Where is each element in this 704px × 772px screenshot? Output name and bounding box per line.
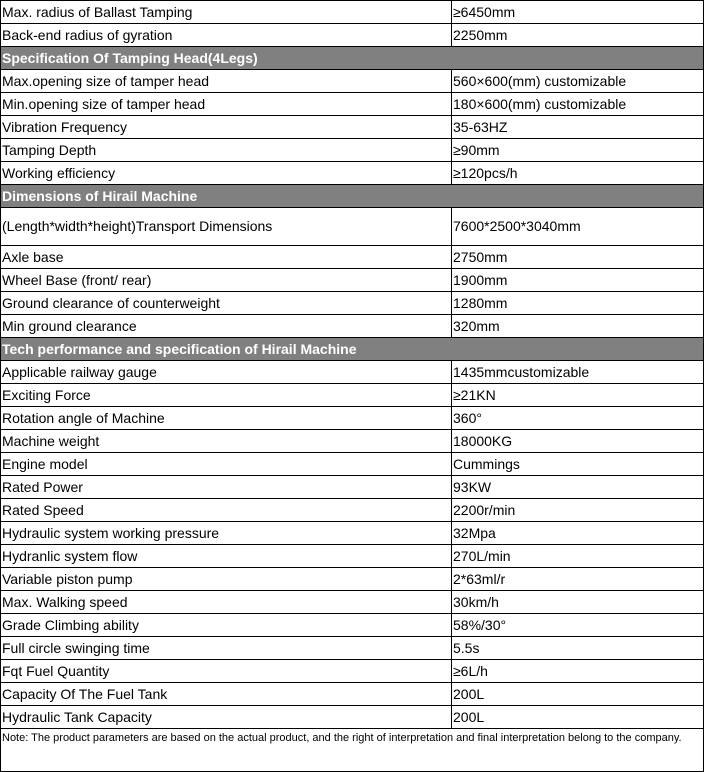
spec-label: Rotation angle of Machine bbox=[1, 407, 452, 430]
spec-value: 1280mm bbox=[452, 292, 704, 315]
spec-row bbox=[1, 116, 704, 139]
spec-label: Grade Climbing ability bbox=[1, 614, 452, 637]
spec-label: Hydraulic Tank Capacity bbox=[1, 706, 452, 729]
note-row bbox=[1, 729, 704, 772]
spec-row bbox=[1, 591, 704, 614]
spec-label: Exciting Force bbox=[1, 384, 452, 407]
spec-row bbox=[1, 660, 704, 683]
spec-row bbox=[1, 269, 704, 292]
spec-label: Applicable railway gauge bbox=[1, 361, 452, 384]
spec-label: Engine model bbox=[1, 453, 452, 476]
spec-label: Hydraulic system working pressure bbox=[1, 522, 452, 545]
spec-row bbox=[1, 453, 704, 476]
spec-row bbox=[1, 614, 704, 637]
spec-value: 560×600(mm) customizable bbox=[452, 70, 704, 93]
spec-row bbox=[1, 292, 704, 315]
spec-value: 1435mmcustomizable bbox=[452, 361, 704, 384]
spec-row bbox=[1, 568, 704, 591]
spec-row bbox=[1, 1, 704, 24]
spec-row bbox=[1, 522, 704, 545]
section-header-row bbox=[1, 185, 704, 208]
spec-value: 180×600(mm) customizable bbox=[452, 93, 704, 116]
spec-label: Min.opening size of tamper head bbox=[1, 93, 452, 116]
spec-row bbox=[1, 430, 704, 453]
spec-value: 270L/min bbox=[452, 545, 704, 568]
spec-row bbox=[1, 407, 704, 430]
spec-value: Cummings bbox=[452, 453, 704, 476]
spec-label: Variable piston pump bbox=[1, 568, 452, 591]
spec-value: ≥6450mm bbox=[452, 1, 704, 24]
spec-label: Capacity Of The Fuel Tank bbox=[1, 683, 452, 706]
spec-label: Max. radius of Ballast Tamping bbox=[1, 1, 452, 24]
spec-row bbox=[1, 162, 704, 185]
spec-label: Max. Walking speed bbox=[1, 591, 452, 614]
spec-value: 200L bbox=[452, 683, 704, 706]
spec-row bbox=[1, 246, 704, 269]
spec-row bbox=[1, 315, 704, 338]
spec-row bbox=[1, 70, 704, 93]
spec-row bbox=[1, 139, 704, 162]
section-header-row bbox=[1, 338, 704, 361]
spec-label: Fqt Fuel Quantity bbox=[1, 660, 452, 683]
spec-label: Min ground clearance bbox=[1, 315, 452, 338]
spec-label: Vibration Frequency bbox=[1, 116, 452, 139]
spec-value: 35-63HZ bbox=[452, 116, 704, 139]
section-title: Tech performance and specification of Hirail Machine bbox=[1, 338, 704, 361]
spec-value: 2250mm bbox=[452, 24, 704, 47]
spec-value: 32Mpa bbox=[452, 522, 704, 545]
spec-value: 200L bbox=[452, 706, 704, 729]
spec-value: 2*63ml/r bbox=[452, 568, 704, 591]
spec-value: 360° bbox=[452, 407, 704, 430]
spec-row bbox=[1, 706, 704, 729]
spec-label: Machine weight bbox=[1, 430, 452, 453]
spec-label: Hydranlic system flow bbox=[1, 545, 452, 568]
spec-row bbox=[1, 499, 704, 522]
spec-value: ≥90mm bbox=[452, 139, 704, 162]
spec-row bbox=[1, 208, 704, 246]
spec-label: Full circle swinging time bbox=[1, 637, 452, 660]
section-title: Dimensions of Hirail Machine bbox=[1, 185, 704, 208]
spec-label: Back-end radius of gyration bbox=[1, 24, 452, 47]
spec-value: 2750mm bbox=[452, 246, 704, 269]
spec-row bbox=[1, 637, 704, 660]
spec-label: Tamping Depth bbox=[1, 139, 452, 162]
spec-value: 7600*2500*3040mm bbox=[452, 208, 704, 246]
spec-value: 18000KG bbox=[452, 430, 704, 453]
spec-label: Max.opening size of tamper head bbox=[1, 70, 452, 93]
spec-label: Working efficiency bbox=[1, 162, 452, 185]
spec-row bbox=[1, 384, 704, 407]
spec-row bbox=[1, 93, 704, 116]
spec-row bbox=[1, 683, 704, 706]
spec-value: 58%/30° bbox=[452, 614, 704, 637]
spec-row bbox=[1, 545, 704, 568]
spec-value: 320mm bbox=[452, 315, 704, 338]
spec-value: ≥21KN bbox=[452, 384, 704, 407]
section-header-row bbox=[1, 47, 704, 70]
section-title: Specification Of Tamping Head(4Legs) bbox=[1, 47, 704, 70]
spec-label: (Length*width*height)Transport Dimensions bbox=[1, 208, 452, 246]
spec-row bbox=[1, 24, 704, 47]
spec-label: Ground clearance of counterweight bbox=[1, 292, 452, 315]
spec-value: 5.5s bbox=[452, 637, 704, 660]
spec-row bbox=[1, 476, 704, 499]
spec-value: 2200r/min bbox=[452, 499, 704, 522]
spec-value: ≥6L/h bbox=[452, 660, 704, 683]
spec-label: Wheel Base (front/ rear) bbox=[1, 269, 452, 292]
spec-label: Axle base bbox=[1, 246, 452, 269]
spec-row bbox=[1, 361, 704, 384]
product-note: Note: The product parameters are based on the actual product, and the right of interpretation and final interpretation belong to the company. bbox=[1, 729, 704, 772]
spec-value: 93KW bbox=[452, 476, 704, 499]
spec-label: Rated Power bbox=[1, 476, 452, 499]
spec-value: ≥120pcs/h bbox=[452, 162, 704, 185]
spec-table-body bbox=[1, 1, 704, 772]
spec-label: Rated Speed bbox=[1, 499, 452, 522]
spec-value: 30km/h bbox=[452, 591, 704, 614]
spec-value: 1900mm bbox=[452, 269, 704, 292]
